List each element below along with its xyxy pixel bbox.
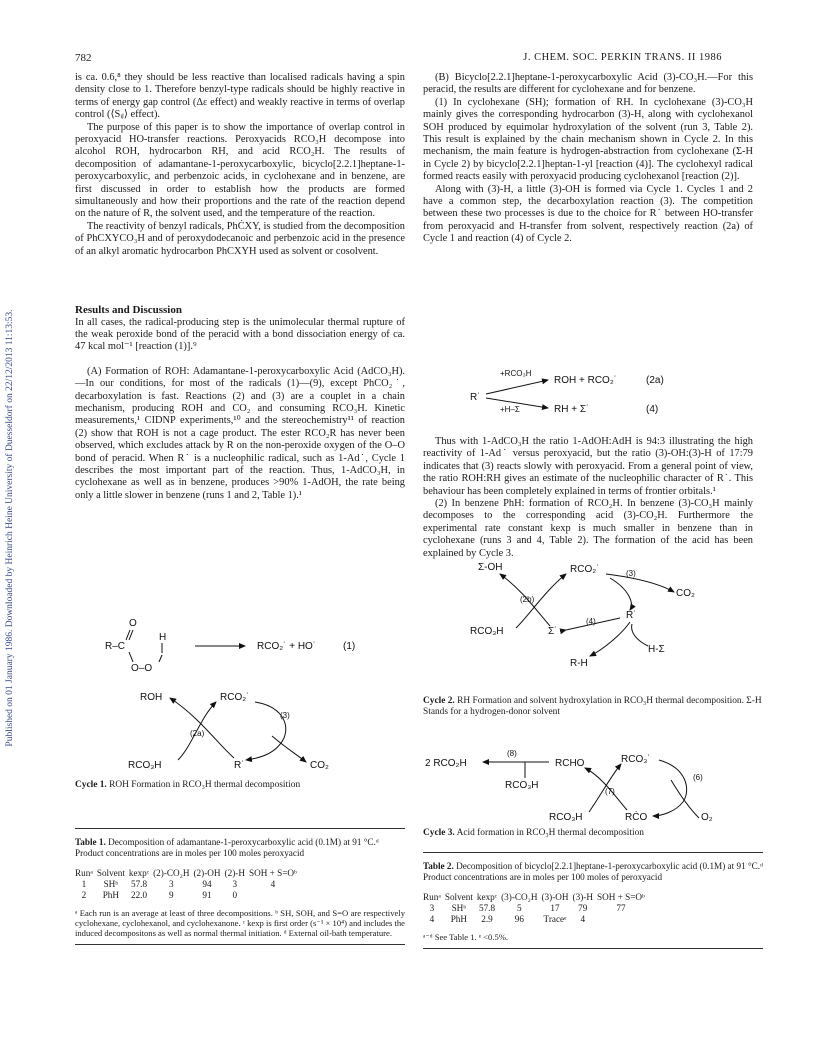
table-1-grid — [75, 868, 301, 901]
products-upper: ROH + RCO₂˙ — [554, 375, 618, 386]
watermark-text: Published on 01 January 1986. Downloaded by Heinrich Heine University of Duesseldorf on 22/12/2013 11:13:53. — [5, 309, 15, 747]
table-row: 1 SHᵇ 57.8 3 94 3 4 — [81, 879, 276, 889]
table-2 — [423, 852, 763, 949]
rco2-radical: RCO₂˙ — [570, 564, 600, 575]
table-1-caption: Table 1. Decomposition of adamantane-1-peroxycarboxylic acid (0.1M) at 91 °C.ᵈ Product concentrations are in moles per 100 moles peroxyacid — [75, 837, 379, 858]
radical-r: R˙ — [470, 392, 481, 403]
r-radical: R˙ — [234, 760, 245, 771]
journal-header: J. CHEM. SOC. PERKIN TRANS. II 1986 — [523, 52, 722, 63]
cycle-1-caption: Cycle 1. ROH Formation in RCO₃H thermal decomposition — [75, 780, 301, 790]
oxygen: O₂ — [701, 812, 713, 823]
paragraph: Thus with 1-AdCO₃H the ratio 1-AdOH:AdH is 94:3 illustrating the high reactivity of 1-Ad˙ versus peroxyacid, but the ratio (3)-OH:(3)-H of 17:79 indicates that (3) reacts slowly with peroxyacid. From a general point of view, the ratio ROH:RH gives an estimate of the nucleophilic character of R˙. This behaviour has been completely explained in terms of frontier orbitals.¹ — [423, 436, 753, 497]
rco2-radical: RCO₂˙ — [220, 692, 250, 703]
hydrogen: H — [159, 632, 167, 643]
paragraph: is ca. 0.6,⁸ they should be less reactive than localised radicals having a spin density close to 1. Therefore benzyl-type radicals should be highly reactive in terms of energy gap control (Δε effect) and weakly reactive in terms of overlap control (⟨Sᵢⱼ⟩ effect). — [75, 72, 405, 121]
reaction-1-scheme — [105, 618, 405, 678]
h-sigma: H-Σ — [648, 644, 665, 655]
step-3: (3) — [280, 711, 290, 720]
cycle-3-caption: Cycle 3. Acid formation in RCO₃H thermal decomposition — [423, 828, 644, 838]
table-row: 2 PhH 22.0 9 91 0 — [81, 890, 238, 900]
rco3h-lower: RCO₃H — [549, 812, 583, 823]
table-header-row — [423, 892, 649, 903]
rco3h-upper: RCO₃H — [505, 780, 539, 791]
sigma-radical: Σ˙ — [548, 626, 558, 637]
acyl-radical: RĊO — [625, 812, 648, 823]
rco3h: RCO₃H — [470, 626, 504, 637]
table-2-grid — [423, 892, 649, 925]
paragraph: The reactivity of benzyl radicals, PhĊXY, is studied from the decomposition of PhCXYCO₃H and of peroxydodecanoic and perbenzoic acid in the presence of an alkyl aromatic hydrocarbon PhCXYH used as solvent or cosolvent. — [75, 220, 405, 257]
reaction-products: RCO₂˙ + HO˙ — [257, 641, 317, 652]
table-header: (3)-OH — [541, 892, 569, 902]
arrow-upper — [486, 380, 548, 394]
table-header: Runᵃ — [423, 892, 441, 902]
cycle-1-scheme — [100, 688, 380, 774]
table-header: SOH + S=Oᵇ — [248, 868, 297, 878]
cycle-2-scheme — [470, 560, 720, 678]
paragraph: (B) Bicyclo[2.2.1]heptane-1-peroxycarboxylic Acid (3)-CO₃H.—For this peracid, the results are different for cyclohexane and for benzene. — [423, 72, 753, 96]
table-header-row — [75, 868, 301, 879]
branch-scheme — [470, 366, 730, 426]
table-row: 3 SHᵇ 57.8 5 17 79 77 — [429, 903, 626, 913]
r-carbon: R–C — [105, 641, 126, 652]
table-header: SOH + S=Oᵇ — [596, 892, 645, 902]
right-column-lower — [423, 436, 753, 560]
step-2a: (2a) — [190, 729, 205, 738]
paragraph: (A) Formation of ROH: Adamantane-1-peroxycarboxylic Acid (AdCO₃H).—In our conditions, for most of the radicals (1)—(9), except PhCO₂˙, decarboxylation is fast. Reactions (2) and (3) are a couplet in a chain mechanism, producing ROH and CO₂ and consuming RCO₃H. Kinetic measurements,¹ CIDNP experiments,¹⁰ and the stereochemistry¹¹ of reaction (2) show that ROH is not a cage product. The ester RCO₂R has never been observed, which excludes attack by R on the non-peroxide oxygen of the O–O bond of peracid. When R˙ is a nucleophilic radical, such as 1-Ad˙, Cycle 1 describes the most important part of the reaction. Thus, 1-AdCO₃H, in cyclohexane as well as in benzene, produces >90% 1-AdOH, the rate being only a little slower in benzene (runs 1 and 2, Table 1).¹ — [75, 365, 405, 501]
paragraph: (2) In benzene PhH: formation of RCO₂H. In benzene (3)-CO₃H mainly decomposes to the corresponding acid (3)-CO₂H. Furthermore the experimental rate constant kexp is much smaller in benzene than in cyclohexane (runs 3 and 4, Table 2). The formation of the acid has been explained by Cycle 3. — [423, 498, 753, 559]
left-column — [75, 72, 405, 502]
reaction-number: (2a) — [646, 375, 664, 386]
rco3h: RCO₃H — [128, 760, 162, 771]
table-header: (3)-H — [572, 892, 593, 902]
aldehyde: RCHO — [555, 758, 585, 769]
table-header: Solvent — [444, 892, 473, 902]
download-watermark — [2, 0, 18, 1056]
products-lower: RH + Σ˙ — [554, 404, 590, 415]
table-header: Runᵃ — [75, 868, 93, 878]
table-1 — [75, 828, 405, 945]
table-header: kexpᶜ — [128, 868, 150, 878]
table-header: (2)-CO₂H — [153, 868, 190, 878]
step-7: (7) — [605, 787, 615, 796]
reaction-number: (4) — [646, 404, 659, 415]
r-radical: R˙ — [626, 610, 637, 621]
reagent-upper: +RCO₃H — [500, 369, 532, 378]
table-header: kexpᶜ — [476, 892, 498, 902]
table-header: (3)-CO₂H — [501, 892, 538, 902]
page-number: 782 — [75, 52, 92, 64]
step-3: (3) — [626, 569, 636, 578]
cycle-2-caption: Cycle 2. RH Formation and solvent hydroxylation in RCO₃H thermal decomposition. Σ-H Stands for a hydrogen-donor solvent — [423, 696, 762, 717]
step-2b: (2b) — [520, 595, 535, 604]
table-2-notes: ᵃ⁻ᵈ See Table 1. ᵉ <0.5%. — [423, 932, 509, 942]
table-row: 4 PhH 2.9 96 Traceᵉ 4 — [429, 914, 586, 924]
carbonyl-oxygen: O — [129, 618, 137, 629]
reagent-lower: +H–Σ — [500, 405, 520, 414]
r-h: R-H — [570, 658, 588, 669]
paragraph: Along with (3)-H, a little (3)-OH is formed via Cycle 1. Cycles 1 and 2 have a common step, the decarboxylation reaction (3). The competition between these two processes is due to the choice for R˙ between HO-transfer from peroxyacid and H-transfer from solvent, respectively reaction (2a) of Cycle 1 and reaction (4) of Cycle 2. — [423, 183, 753, 245]
table-2-caption: Table 2. Decomposition of bicyclo[2.2.1]heptane-1-peroxycarboxylic acid (0.1M) at 91 °C.ᵈ Product concentrations are in moles per 100 moles of peroxyacid — [423, 861, 763, 882]
table-header: Solvent — [96, 868, 125, 878]
table-header: (2)-H — [224, 868, 245, 878]
paragraph: The purpose of this paper is to show the importance of overlap control in peroxyacid HO-transfer reactions. Peroxyacids RCO₃H decompose into alcohol ROH, hydrocarbon RH, and acid RCO₂H. The results of decomposition of adamantane-1-peroxycarboxylic, bicyclo[2.2.1]heptane-1-peroxycarboxylic, and perbenzoic acids, in cyclohexane and in benzene, are first discussed in order to establish how the products are formed simultaneously and how their proportions and the rate of the reaction depend on the nature of R, the solvent used, and the temperature of the reaction. — [75, 121, 405, 220]
table-1-notes: ᵃ Each run is an average at least of three decompositions. ᵇ SH, SOH, and S=O are respectively cyclohexane, cyclohexanol, and cyclohexanone. ᶜ kexp is first order (s⁻¹ × 10⁴) and includes the induced decompositons as well as normal thermal initiation. ᵈ External oil-bath temperature. — [75, 908, 405, 938]
cycle-3-scheme — [425, 746, 745, 826]
step-8: (8) — [507, 749, 517, 758]
step-4: (4) — [586, 617, 596, 626]
step-6: (6) — [693, 773, 703, 782]
paragraph: In all cases, the radical-producing step is the unimolecular thermal rupture of the weak peroxide bond of the peracid with a bond dissociation energy of ca. 47 kcal mol⁻¹ [reaction (1)].⁹ — [75, 316, 405, 353]
paragraph: (1) In cyclohexane (SH); formation of RH. In cyclohexane (3)-CO₃H mainly gives the corresponding hydrocarbon (3)-H, along with cyclohexanol SOH produced by equimolar hydroxylation of the solvent (run 3, Table 2). This result is explained by the chain mechanism shown in Cycle 2. In this mechanism, the main feature is hydrogen-abstraction from cyclohexane (Σ-H in Cycle 2) by bicyclo[2.2.1]heptan-1-yl [reaction (4)]. The cyclohexyl radical formed reacts easily with peroxyacid producing cyclohexanol [reaction (2)]. — [423, 96, 753, 183]
right-column — [423, 72, 753, 246]
reaction-number: (1) — [343, 641, 356, 652]
roh: ROH — [140, 692, 163, 703]
sigma-oh: Σ-OH — [478, 562, 503, 573]
peroxide-oo: O–O — [131, 663, 153, 674]
rco3-radical: RCO₃˙ — [621, 754, 651, 765]
co2: CO₂ — [310, 760, 329, 771]
table-header: (2)-OH — [193, 868, 221, 878]
acid-product: 2 RCO₂H — [425, 758, 467, 769]
section-heading: Results and Discussion — [75, 304, 182, 317]
co2: CO₂ — [676, 588, 695, 599]
